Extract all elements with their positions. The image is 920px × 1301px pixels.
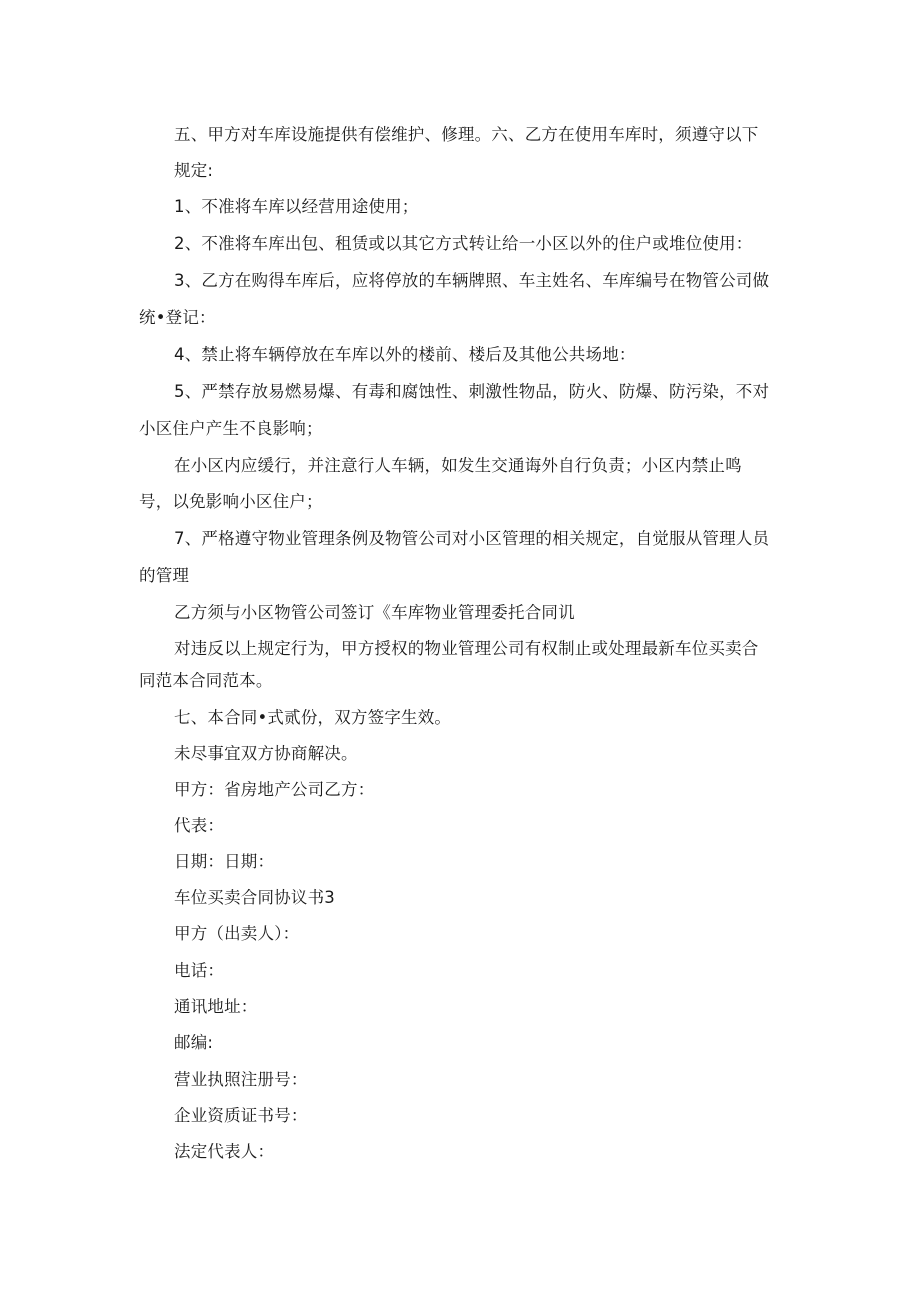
list-item-7: 7、严格遵守物业管理条例及物管公司对小区管理的相关规定，自觉服从管理人员 — [174, 529, 770, 548]
paragraph-line: 在小区内应缓行，并注意行人车辆，如发生交通诲外自行负责；小区内禁止鸣 — [174, 456, 742, 475]
qualification-cert-field: 企业资质证书号： — [174, 1106, 308, 1125]
paragraph-line: 统•登记： — [139, 308, 216, 327]
paragraph-line: 五、甲方对车库设施提供有偿维护、修理。六、乙方在使用车库时，须遵守以下 — [174, 125, 759, 144]
party-line: 甲方：省房地产公司乙方： — [174, 780, 375, 799]
paragraph-line: 规定: — [174, 161, 214, 180]
business-license-field: 营业执照注册号： — [174, 1070, 308, 1089]
representative-line: 代表： — [174, 816, 225, 835]
list-item-1: 1、不准将车库以经营用途使用； — [174, 197, 419, 216]
paragraph-line: 小区住户产生不良影响； — [139, 419, 323, 438]
paragraph-line: 同范本合同范本。 — [139, 671, 273, 690]
address-field: 通讯地址： — [174, 997, 258, 1016]
paragraph-line: 号，以免影响小区住户； — [139, 492, 323, 511]
paragraph-line: 未尽事宜双方协商解决。 — [174, 744, 358, 763]
party-a-seller: 甲方（出卖人）： — [174, 924, 300, 943]
clause-seven: 七、本合同•式贰份，双方签字生效。 — [174, 708, 452, 727]
phone-field: 电话： — [174, 961, 225, 980]
legal-representative-field: 法定代表人： — [174, 1142, 275, 1161]
list-item-3: 3、乙方在购得车库后，应将停放的车辆牌照、车主姓名、车库编号在物管公司做 — [174, 271, 770, 290]
paragraph-line: 乙方须与小区物管公司签订《车库物业管理委托合同讥 — [174, 603, 575, 622]
postcode-field: 邮编: — [174, 1033, 214, 1052]
paragraph-line: 的管理 — [139, 566, 190, 585]
list-item-2: 2、不准将车库出包、租赁或以其它方式转让给一小区以外的住户或堆位使用： — [174, 234, 753, 253]
list-item-4: 4、禁止将车辆停放在车库以外的楼前、楼后及其他公共场地： — [174, 345, 636, 364]
paragraph-line: 对违反以上规定行为，甲方授权的物业管理公司有权制止或处理最新车位买卖合 — [174, 639, 759, 658]
section-title: 车位买卖合同协议书3 — [174, 888, 335, 907]
list-item-5: 5、严禁存放易燃易爆、有毒和腐蚀性、刺激性物品，防火、防爆、防污染，不对 — [174, 382, 770, 401]
date-line: 日期：日期： — [174, 852, 275, 871]
